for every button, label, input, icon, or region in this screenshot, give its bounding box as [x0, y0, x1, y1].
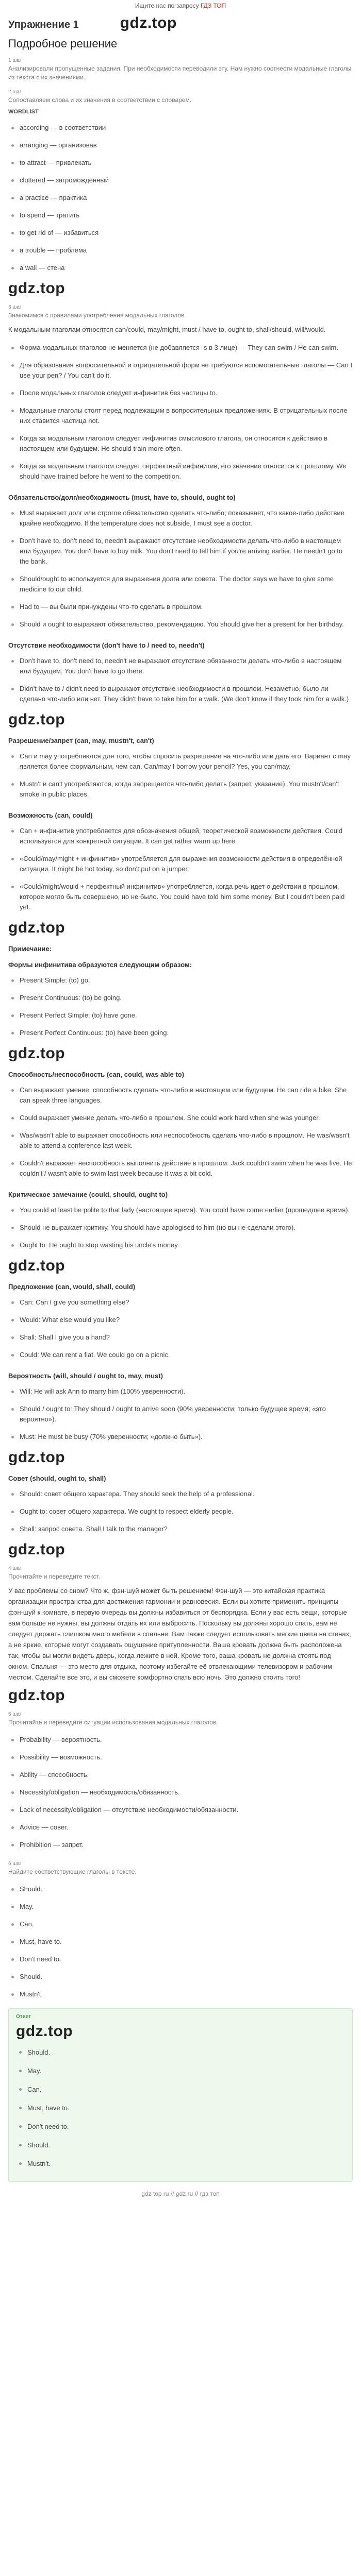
section-heading: Вероятность (will, should / ought to, may, must) [8, 1372, 163, 1380]
section-heading: Совет (should, ought to, shall) [8, 1475, 106, 1482]
list-item: a wall — стена [8, 259, 353, 277]
section-list [8, 1485, 353, 1538]
list-item: Shall: запрос совета. Shall I talk to the manager? [8, 1520, 353, 1538]
list-item: Was/wasn't able to выражает способность или неспособность сделать что-либо в прошлом. He was/wasn't able to attend a conference last week. [8, 1127, 353, 1155]
step-desc-3: Знакомимся с правилами употребления модальных глаголов. [8, 312, 186, 319]
list-item: Mustn't. [8, 1986, 353, 2003]
list-item: Must: He must be busy (70% уверенности; «должно быть»). [8, 1428, 353, 1446]
step-desc-6: Найдите соответствующие глаголы в тексте. [8, 1868, 137, 1875]
wordlist [8, 119, 353, 277]
section-heading: Предложение (can, would, shall, could) [8, 1283, 136, 1291]
list-item: Will: He will ask Ann to marry him (100% уверенности). [8, 1383, 353, 1400]
list-item: Should. [8, 1968, 353, 1986]
list-item: May. [8, 1898, 353, 1916]
list-item: Can + инфинитив употребляется для обозначения общей, теоретической возможности действия. Could используется для конкретной ситуации. It can get rather warm up here. [8, 822, 353, 850]
step-label-3: 3 шаг [8, 304, 22, 310]
list-item: May. [16, 2062, 345, 2080]
watermark: gdz.top [120, 14, 177, 31]
list-item: Had to — вы были принуждены что-то сделать в прошлом. [8, 598, 353, 616]
list-item: to spend — тратить [8, 207, 353, 224]
list-item: Mustn't и can't употребляются, когда запрещается что-либо делать (запрет, указание). You mustn't/can't smoke in public places. [8, 775, 353, 803]
step-label-5: 5 шаг [8, 1711, 22, 1717]
list-item: Форма модальных глаголов не меняется (не добавляется -s в 3 лице) — They can swim / He can swim. [8, 339, 353, 357]
list-item: Advice — совет. [8, 1819, 353, 1836]
section-heading: Обязательство/долг/необходимость (must, have to, should, ought to) [8, 494, 236, 501]
banner-text: Ищите нас по запросу [135, 2, 199, 9]
list-item: Should не выражает критику. You should have apologised to him (но вы не сделали этого). [8, 1219, 353, 1236]
list-item: Should / ought to: They should / ought to arrive soon (90% уверенности; только будущее время; «это вероятно»). [8, 1400, 353, 1428]
list-item: Ought to: He ought to stop wasting his uncle's money. [8, 1236, 353, 1254]
answer-list [16, 2043, 345, 2173]
list-item: Can выражает умение, способность сделать что-либо в настоящем или будущем. He can ride a bike. She can speak three languages. [8, 1081, 353, 1109]
section-list [8, 1201, 353, 1254]
solution-subtitle: Подробное решение [8, 37, 118, 50]
step-desc-2: Сопоставляем слова и их значения в соответствии с словарем. [8, 96, 192, 104]
list-item: Should. [16, 2043, 345, 2062]
section-list [8, 748, 353, 803]
watermark: gdz.top [8, 280, 65, 297]
list-item: to attract — привлекать [8, 154, 353, 172]
translated-text: У вас проблемы со сном? Что ж, фэн-шуй может быть решением! Фэн-шуй — это китайская практика организации пространства для достижения гармонии и равновесия. Если вы хотите применить принципы фэн-шуй к комнате, в первую очередь вы должны избавиться от беспорядка. Если у вас есть вещи, которые вам больше не нужны, вы должны отдать их или выбросить. Поскольку вы должны хорошо спать, вам не следует держать слишком много мебели в спальне. Вам также следует использовать мягкие цвета на стенах, а не яркие, которые могут создавать ощущение притупленности. Ваша кровать должна быть расположена так, чтобы вы могли видеть дверь, когда лежите в ней. Кроме того, ваша кровать не должна стоять под окном. Спальня — это место для отдыха, поэтому избегайте её отвлекающими телевизором и рабочим местом. Сделайте все это, и вы сможете комфортно спать всю ночь. Это должно стоить того! [8, 1587, 351, 1681]
step-desc-4: Прочитайте и переведите текст. [8, 1573, 100, 1580]
list-item: Probability — вероятность. [8, 1731, 353, 1749]
list-item: Should: совет общего характера. They should seek the help of a professional. [8, 1485, 353, 1503]
list-item: Should. [8, 1880, 353, 1898]
step-label-4: 4 шаг [8, 1566, 22, 1571]
section-list [8, 504, 353, 633]
section-list [8, 972, 353, 1042]
section-heading: Примечание: [8, 945, 52, 953]
banner-link[interactable]: ГДЗ ТОП [200, 2, 226, 9]
step-desc-1: Анализировали пропущенные задания. При необходимости переводили эту. Нам нужно соотнести модальные глаголы из текста с их значениями. [8, 65, 352, 81]
step-label-2: 2 шаг [8, 89, 22, 95]
section-list [8, 652, 353, 708]
search-banner [0, 0, 361, 11]
watermark: gdz.top [8, 919, 65, 936]
list-item: Lack of necessity/obligation — отсутствие необходимости/обязанности. [8, 1801, 353, 1819]
list-item: Mustn't. [16, 2155, 345, 2173]
list-item: a trouble — проблема [8, 242, 353, 259]
exercise-title: Упражнение 1 [8, 19, 79, 30]
list-item: Prohibition — запрет. [8, 1836, 353, 1854]
list-item: Must, have to. [8, 1933, 353, 1951]
rule-sections [8, 494, 353, 1538]
list-item: Would: What else would you like? [8, 1311, 353, 1329]
list-item: Must выражает долг или строгое обязательство сделать что-либо; показывает, что какое-либо действие крайне необходимо. If the temperature does not subside, I must see a doctor. [8, 504, 353, 532]
list-item: Can. [16, 2080, 345, 2099]
watermark: gdz.top [8, 1687, 65, 1704]
list-item: a practice — практика [8, 189, 353, 207]
situations-list [8, 1731, 353, 1854]
list-item: Should. [16, 2136, 345, 2155]
watermark: gdz.top [8, 1449, 65, 1466]
list-item: Don't have to, don't need to, needn't выражают отсутствие необходимости делать что-либо в настоящем или будущем. You don't have to buy milk. You don't need to tell him if you're arriving earlier. He needn't go to the bank. [8, 532, 353, 570]
answer-block [8, 2008, 353, 2182]
watermark: gdz.top [8, 711, 65, 728]
section-heading: Отсутствие необходимости (don't have to / need to, needn't) [8, 641, 205, 649]
list-item: Present Perfect Continuous: (to) have been going. [8, 1024, 353, 1042]
answer-label: Ответ [16, 2014, 31, 2020]
wordlist-heading: WORDLIST [8, 109, 39, 115]
section-list [8, 1081, 353, 1182]
list-item: Shall: Shall I give you a hand? [8, 1329, 353, 1346]
list-item: «Could/may/might + инфинитив» употребляется для выражения возможности действия в определённой ситуации. It might be hot today, so don't put on a jumper. [8, 850, 353, 878]
step-desc-5: Прочитайте и переведите ситуации использования модальных глаголов. [8, 1719, 218, 1726]
list-item: Necessity/obligation — необходимость/обязанность. [8, 1784, 353, 1801]
section-heading: Способность/неспособность (can, could, was able to) [8, 1071, 185, 1078]
list-item: Can. [8, 1916, 353, 1933]
list-item: Present Simple: (to) go. [8, 972, 353, 989]
section-heading: Возможность (can, could) [8, 811, 93, 819]
step-label-6: 6 шаг [8, 1861, 22, 1867]
section-heading: Критическое замечание (could, should, ought to) [8, 1191, 168, 1198]
list-item: Could выражает умение делать что-либо в прошлом. She could work hard when she was younger. [8, 1109, 353, 1127]
list-item: Когда за модальным глаголом следует перфектный инфинитив, его значение относится к прошлому. We should have trained before he went to the competition. [8, 457, 353, 485]
section-list [8, 822, 353, 916]
found-verbs-list [8, 1880, 353, 2003]
rules-intro: К модальным глаголам относятся can/could, may/might, must / have to, ought to, shall/should, will/would. [8, 326, 326, 333]
list-item: Must, have to. [16, 2099, 345, 2117]
list-item: Didn't have to / didn't need to выражают отсутствие необходимости в прошлом. Незаметно, было ли сделано что-либо или нет. They didn't have to take him for a walk. (We don't know if they took him for a walk.) [8, 680, 353, 708]
watermark: gdz.top [8, 1045, 65, 1062]
step-label-1: 1 шаг [8, 58, 22, 63]
footer-links: gdz top ru // gdz ru // гдз топ [141, 2190, 220, 2197]
list-item: Когда за модальным глаголом следует инфинитив смыслового глагола, он относится к действию в настоящем или будущем. He should train more often. [8, 430, 353, 457]
list-item: Модальные глаголы стоят перед подлежащим в вопросительных предложениях. В отрицательных после них ставится частица not. [8, 402, 353, 430]
rules-list [8, 339, 353, 485]
list-item: Ability — способность. [8, 1766, 353, 1784]
list-item: Can: Can I give you something else? [8, 1294, 353, 1311]
list-item: Could: We can rent a flat. We could go on a picnic. [8, 1346, 353, 1364]
watermark: gdz.top [8, 1257, 65, 1274]
watermark: gdz.top [16, 2023, 73, 2040]
list-item: После модальных глаголов следует инфинитив без частицы to. [8, 384, 353, 402]
section-heading: Формы инфинитива образуются следующим образом: [8, 961, 192, 969]
list-item: «Could/might/would + перфектный инфинитив» употребляется, когда речь идет о действии в прошлом, которое могло быть совершено, но не было. You could have told him some money. But I couldn't been paid yet. [8, 878, 353, 916]
section-heading: Разрешение/запрет (can, may, mustn't, can't) [8, 737, 154, 744]
list-item: to get rid of — избавиться [8, 224, 353, 242]
list-item: Should/ought to используется для выражения долга или совета. The doctor says we have to give some medicine to our child. [8, 570, 353, 598]
list-item: Don't have to, don't need to, needn't не выражают отсутствие обязанности делать что-либо в настоящем или будущем. You don't have to go there. [8, 652, 353, 680]
list-item: Don't need to. [8, 1951, 353, 1968]
list-item: Present Perfect Simple: (to) have gone. [8, 1007, 353, 1024]
list-item: Should и ought to выражают обязательство, рекомендацию. You should give her a present for her birthday. [8, 616, 353, 633]
list-item: Possibility — возможность. [8, 1749, 353, 1766]
list-item: Can и may употребляются для того, чтобы спросить разрешение на что-либо или дать его. Вариант с may является более формальным, чем can. Can/may I borrow your pencil? Yes, you can/may. [8, 748, 353, 775]
section-list [8, 1294, 353, 1364]
list-item: Для образования вопросительной и отрицательной форм не требуются вспомогательные глаголы — Can I use your pen? / You can't do it. [8, 357, 353, 384]
list-item: You could at least be polite to that lady (настоящее время). You could have come earlier (прошедшее время). [8, 1201, 353, 1219]
list-item: arranging — организовав [8, 137, 353, 154]
list-item: according — в соответствии [8, 119, 353, 137]
list-item: Present Continuous: (to) be going. [8, 989, 353, 1007]
list-item: cluttered — загромождённый [8, 172, 353, 189]
list-item: Ought to: совет общего характера. We ought to respect elderly people. [8, 1503, 353, 1520]
section-list [8, 1383, 353, 1446]
list-item: Couldn't выражает неспособность выполнить действие в прошлом. Jack couldn't swim when he was five. He couldn't / wasn't able to swim last week because it was a bit cold. [8, 1155, 353, 1182]
watermark: gdz.top [8, 1541, 65, 1558]
list-item: Don't need to. [16, 2117, 345, 2136]
